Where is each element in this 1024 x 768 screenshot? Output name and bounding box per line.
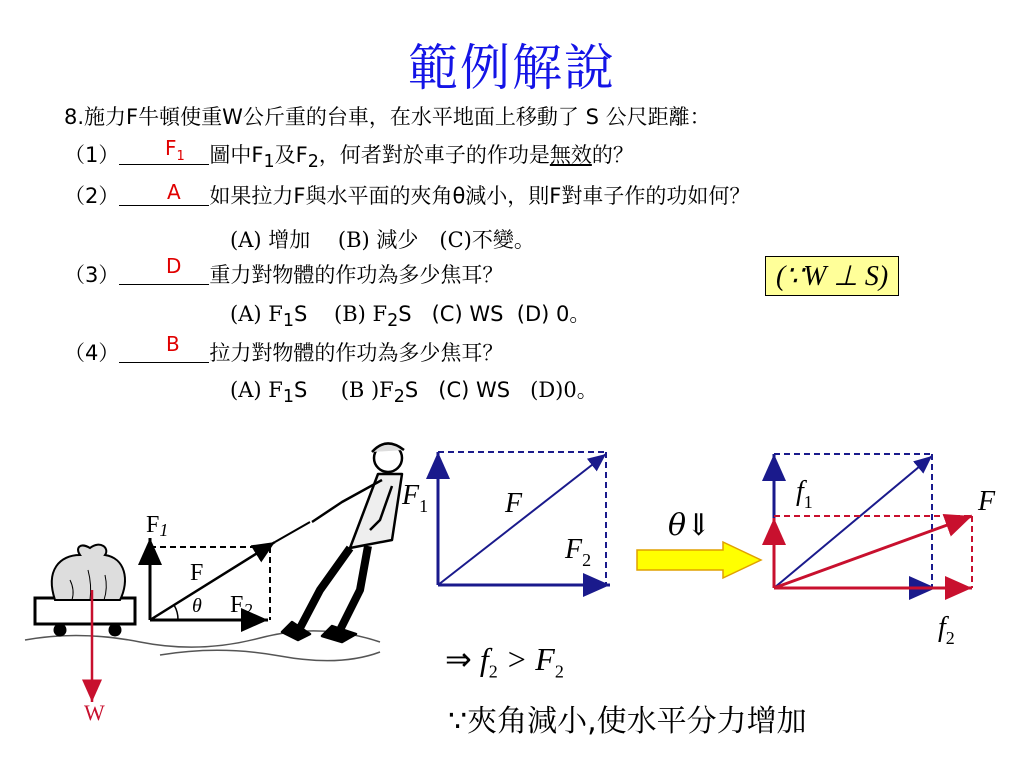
subscript: 1	[282, 311, 294, 332]
question-number: （3）	[64, 263, 120, 287]
answer-1	[165, 136, 185, 164]
option-b: (B) F	[334, 302, 388, 326]
intro-text: 公尺距離：	[605, 105, 711, 129]
question-text: 如果拉力F與水平面的夾角θ減小，則F對車子作的功如何？	[209, 184, 751, 208]
f-label: F	[505, 488, 523, 519]
option-a: S	[293, 378, 308, 402]
f-vector	[438, 454, 606, 585]
answer-4: B	[166, 332, 180, 356]
conclusion-reason: ∵夾角減小,使水平分力增加	[448, 704, 807, 739]
question-3	[64, 262, 503, 288]
question-text: 及F	[274, 143, 308, 167]
answer-blank	[119, 185, 209, 206]
problem-intro	[64, 104, 711, 130]
w-label: W	[84, 700, 105, 725]
option-d: (D) 0。	[516, 302, 591, 326]
problem-number: 8.	[64, 105, 85, 129]
question-text: ，何者對於車子的作功是	[318, 143, 550, 167]
theta-decrease-label: θ⇓	[668, 508, 712, 543]
perpendicular-note: (∵W ⊥ S)	[765, 256, 899, 296]
page-title: 範例解說	[408, 39, 616, 97]
f-symbol: f	[479, 641, 489, 677]
question-2-options: (A) 增加 (B) 減少 (C)不變。	[230, 228, 535, 252]
angle-arc	[174, 605, 178, 620]
subscript: 1	[263, 152, 275, 173]
option-b: S	[404, 378, 419, 402]
question-3-options	[230, 298, 590, 331]
f1-label: $f_1$	[796, 476, 813, 512]
person-pulling	[282, 443, 404, 642]
option-c: (C) WS	[431, 302, 504, 326]
question-text: 拉力對物體的作功為多少焦耳？	[209, 341, 504, 365]
answer-3: D	[166, 254, 182, 278]
f2-label: $f_2$	[938, 612, 955, 648]
intro-text: 牛頓使重	[138, 105, 223, 129]
vector-diagram-original	[400, 440, 620, 600]
cart	[35, 598, 135, 635]
vector-diagram-reduced-angle	[760, 440, 1010, 660]
question-text: 重力對物體的作功為多少焦耳？	[209, 263, 504, 287]
question-4	[64, 340, 503, 366]
question-text: 圖中F	[209, 143, 264, 167]
f1-label: $F_1$	[402, 480, 429, 516]
question-4-options	[230, 374, 598, 407]
answer-blank	[119, 342, 209, 363]
pulling-cart-figure	[20, 430, 440, 730]
option-b: (B )F	[340, 378, 394, 402]
sack	[52, 545, 125, 600]
question-text: 的？	[591, 143, 634, 167]
f2-label: F2	[230, 592, 253, 620]
intro-text: 公斤重的台車，在水平地面上移動了	[242, 105, 579, 129]
theta-label: θ	[192, 595, 202, 617]
option-a: (A) F	[230, 378, 283, 402]
force-diagram	[146, 512, 275, 620]
subscript: 2	[488, 661, 498, 682]
subscript: 1	[282, 387, 294, 408]
conclusion-inequality	[445, 640, 564, 682]
symbol-f: F	[126, 105, 139, 129]
underlined-text: 無效	[549, 143, 592, 167]
f-vector	[774, 516, 972, 588]
transition-arrow	[635, 540, 765, 580]
option-b: S	[398, 302, 412, 326]
implies-symbol: ⇒	[445, 641, 472, 677]
f1-label: F1	[146, 512, 169, 540]
subscript: 2	[393, 387, 405, 408]
option-a: (A) F	[230, 302, 283, 326]
subscript: 1	[176, 149, 185, 164]
f2-label: $F_2$	[565, 534, 592, 570]
gt-expression: > F	[497, 641, 555, 677]
f-label: F	[978, 486, 996, 517]
f-label: F	[190, 560, 204, 586]
answer-blank	[119, 264, 209, 285]
answer-text: F	[165, 136, 177, 160]
symbol-s: S	[585, 105, 599, 129]
subscript: 2	[387, 311, 399, 332]
question-number: （2）	[64, 184, 120, 208]
option-d: (D)0。	[530, 378, 598, 402]
f-vector	[150, 542, 275, 620]
option-a: S	[293, 302, 308, 326]
question-number: （4）	[64, 341, 120, 365]
answer-2: A	[167, 180, 181, 204]
subscript: 2	[554, 661, 564, 682]
symbol-w: W	[222, 105, 243, 129]
option-c: (C) WS	[438, 378, 511, 402]
question-number: （1）	[64, 143, 120, 167]
intro-text: 施力	[84, 105, 127, 129]
question-1	[64, 142, 634, 175]
rope	[275, 522, 310, 542]
subscript: 2	[307, 152, 319, 173]
